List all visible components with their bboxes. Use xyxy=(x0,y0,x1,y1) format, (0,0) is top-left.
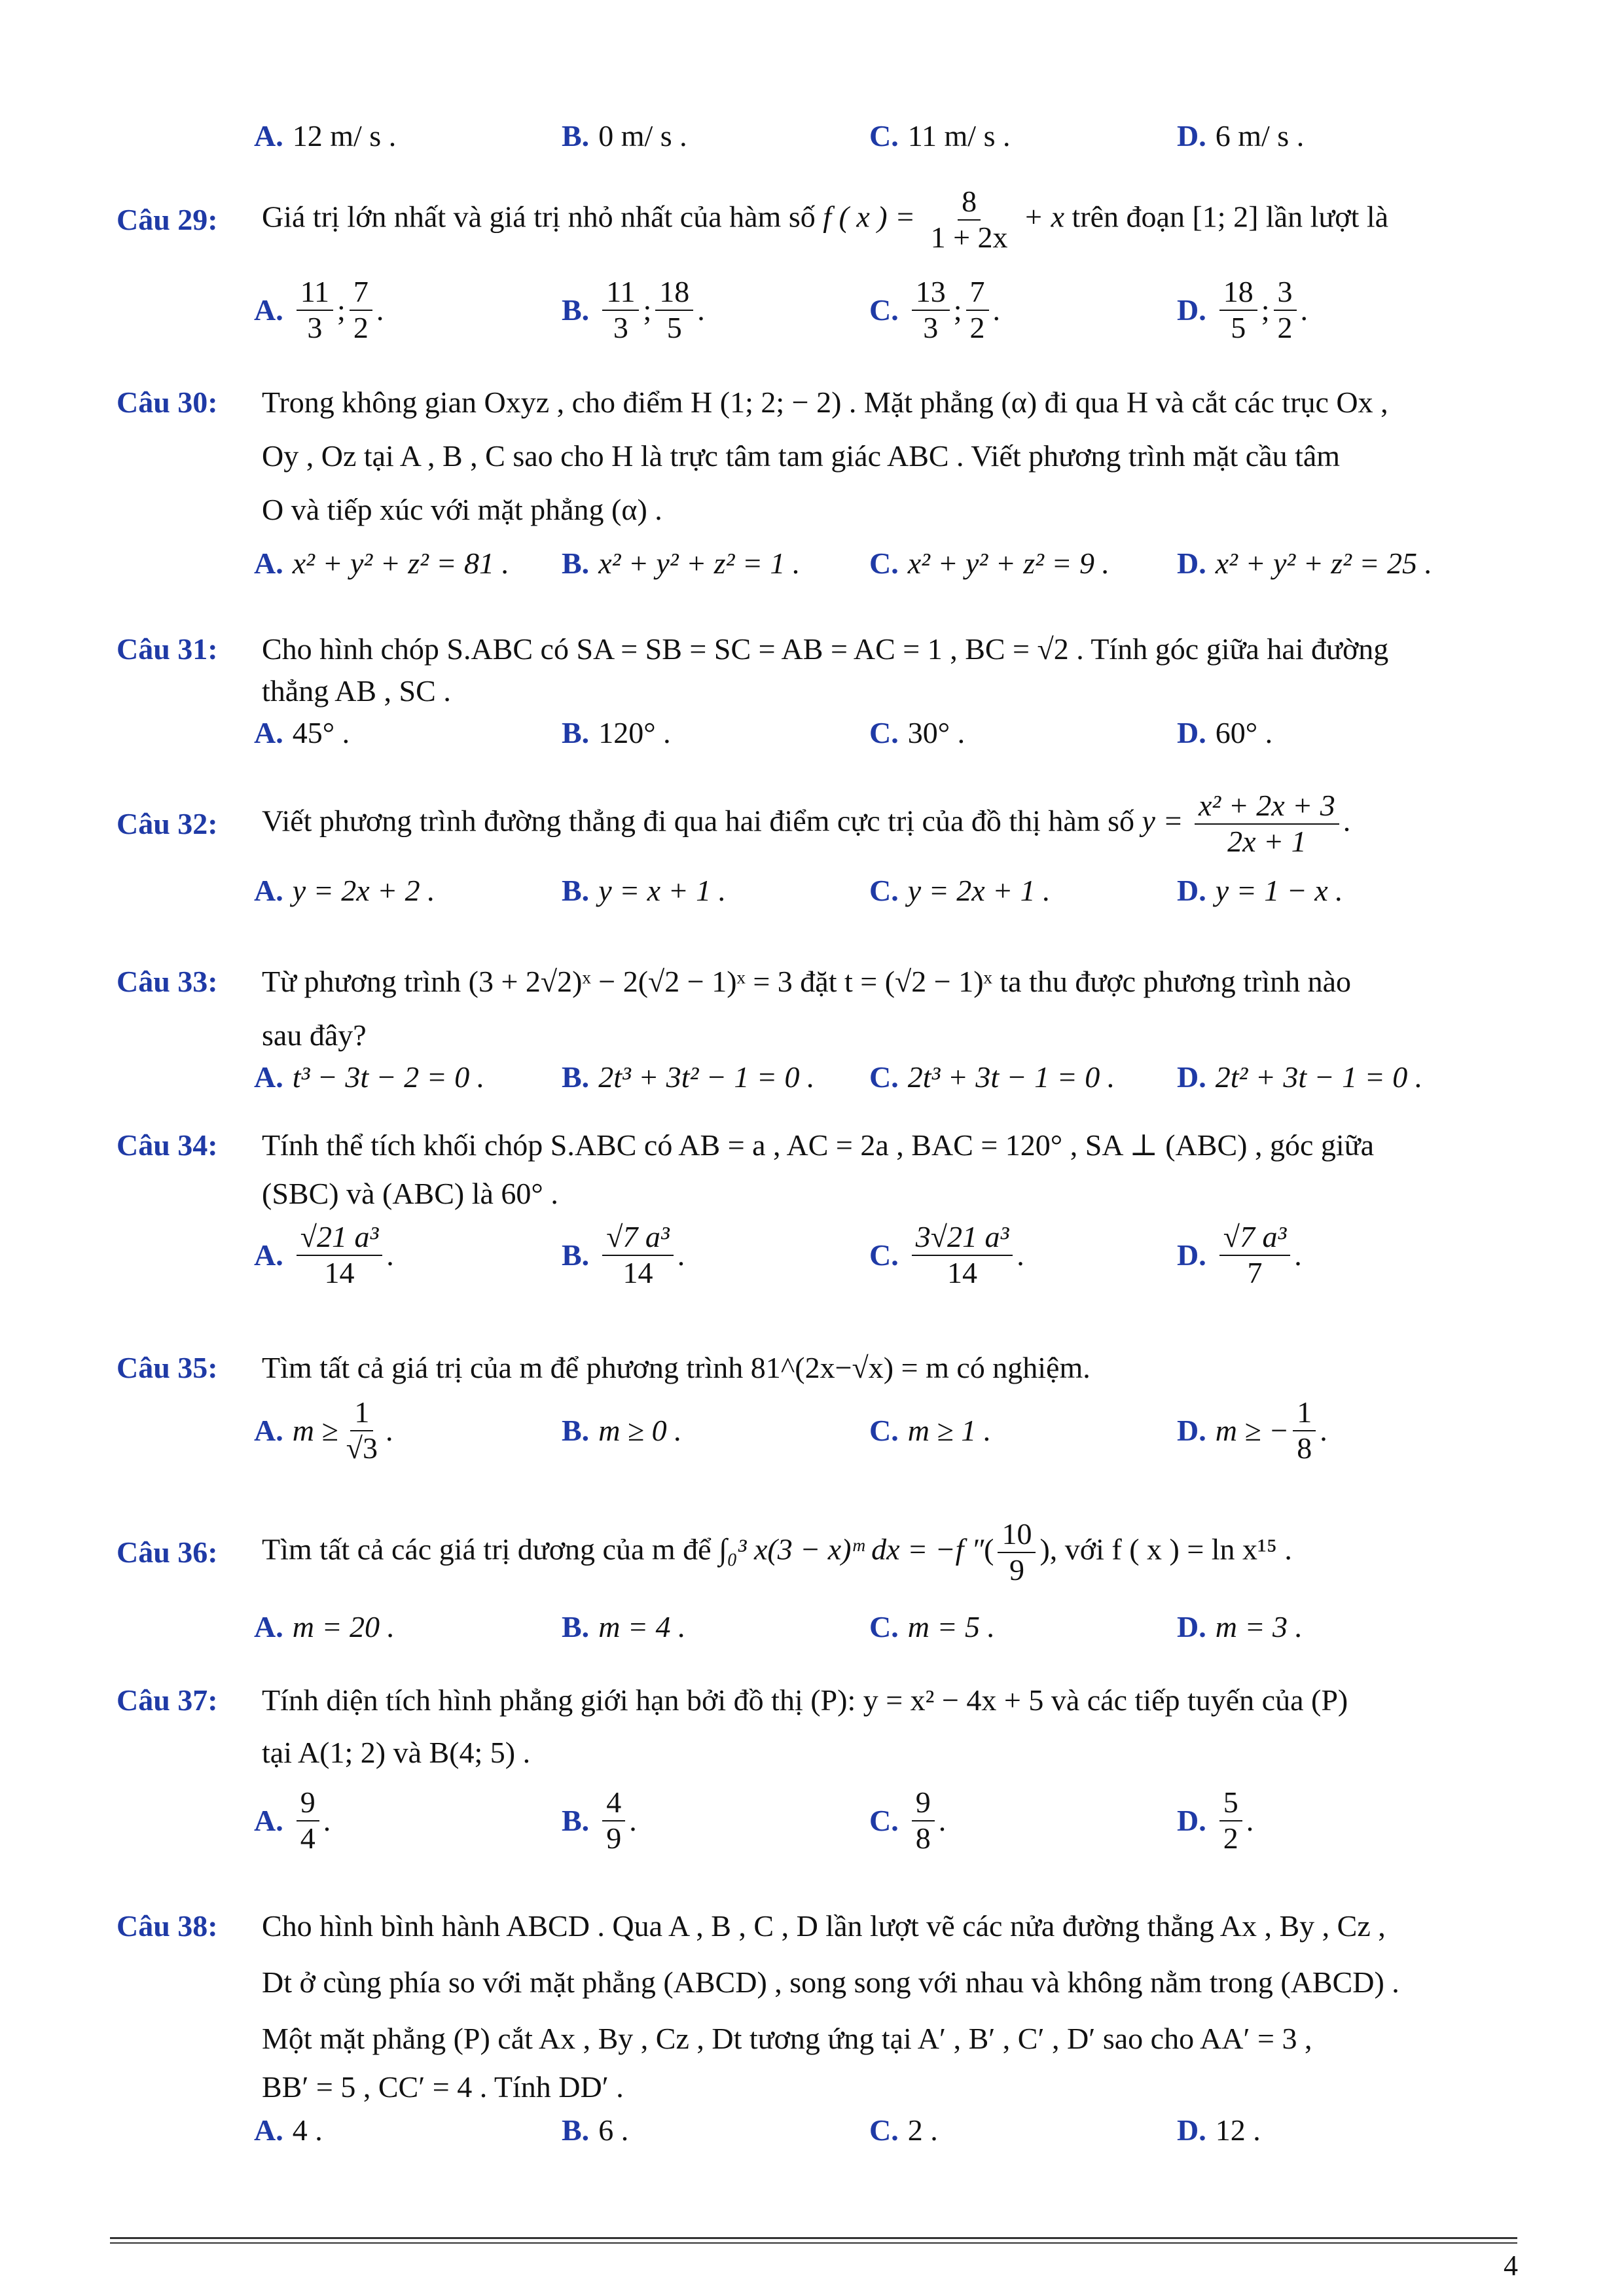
fraction xyxy=(297,1785,319,1856)
options-row xyxy=(254,1607,1524,1647)
option-d: D. $\frac{5}{2}$ . xyxy=(1177,1785,1254,1855)
option-text: y = 2x + 1 . xyxy=(907,873,1051,907)
option-text: 2t³ + 3t² − 1 = 0 . xyxy=(598,1060,815,1094)
question-text xyxy=(262,789,1524,859)
option-label: D. xyxy=(1177,716,1206,749)
fraction-denominator: 5 xyxy=(1231,310,1246,344)
fraction-numerator: 10 xyxy=(998,1517,1036,1553)
text-segment: Viết phương trình đường thẳng đi qua hai điểm cực trị của đồ thị hàm số xyxy=(262,804,1135,838)
question-36 xyxy=(117,1517,1524,1647)
option-text: 45° . xyxy=(292,716,350,749)
fraction xyxy=(602,1785,625,1856)
text-segment: . xyxy=(385,1413,393,1447)
question-32 xyxy=(117,789,1524,910)
option-text: 2t³ + 3t − 1 = 0 . xyxy=(907,1060,1115,1094)
option-label: D. xyxy=(1177,547,1206,580)
fraction-numerator: 11 xyxy=(297,275,333,311)
question-33 xyxy=(117,962,1524,1097)
option-text: m ≥ 0 . xyxy=(598,1413,682,1447)
question-number: Câu 33: xyxy=(117,965,218,998)
fraction-numerator: 1 xyxy=(350,1395,373,1431)
option-label: A. xyxy=(254,1413,283,1447)
option-text: 12 . xyxy=(1215,2113,1261,2147)
question-text: Trong không gian Oxyz , cho điểm H (1; 2; − 2) . Mặt phẳng (α) đi qua H và cắt các trục Ox , xyxy=(262,386,1388,419)
fraction xyxy=(1219,1785,1242,1856)
option-text: m = 5 . xyxy=(907,1609,995,1643)
option-label: D. xyxy=(1177,1803,1206,1837)
option-label: D. xyxy=(1177,873,1206,907)
text-segment: Tìm tất cả các giá trị dương của m để xyxy=(262,1532,712,1566)
fraction-denominator: 14 xyxy=(623,1255,653,1289)
fraction-denominator: 14 xyxy=(947,1255,977,1289)
question-34 xyxy=(117,1126,1524,1291)
option-a: A. $\frac{9}{4}$ . xyxy=(254,1785,331,1855)
question-text: Từ phương trình (3 + 2√2)ˣ − 2(√2 − 1)ˣ = 3 đặt t = (√2 − 1)ˣ ta thu được phương trình nào xyxy=(262,965,1352,998)
option-text: x² + y² + z² = 25 . xyxy=(1215,547,1432,580)
fraction-numerator: 13 xyxy=(912,275,950,311)
option-label: B. xyxy=(562,873,590,907)
option-label: A. xyxy=(254,1609,283,1643)
text-segment: . xyxy=(1017,1238,1024,1272)
fraction-numerator: 3√21 a³ xyxy=(912,1220,1013,1256)
question-header xyxy=(117,1348,1524,1388)
option-a xyxy=(254,117,562,156)
text-segment: . xyxy=(1320,1413,1327,1447)
option-a xyxy=(254,1395,562,1466)
options-row xyxy=(254,2111,1524,2150)
option-label: D. xyxy=(1177,293,1206,327)
option-b xyxy=(562,871,869,910)
option-a: A. $\frac{11}{3}$ ; $\frac{7}{2}$ . xyxy=(254,274,384,344)
option-b xyxy=(562,2111,869,2150)
option-text: 11 m/ s . xyxy=(907,119,1011,152)
option-text: 120° . xyxy=(598,716,671,749)
fraction-denominator: 2 xyxy=(353,310,369,344)
fraction xyxy=(1274,275,1297,346)
option-text: 60° . xyxy=(1215,716,1273,749)
fraction xyxy=(297,275,333,346)
option-label: B. xyxy=(562,1803,590,1837)
fraction-denominator: 3 xyxy=(307,310,323,344)
options-row xyxy=(254,1395,1524,1466)
page-number: 4 xyxy=(1504,2250,1518,2282)
question-header xyxy=(117,962,1524,1001)
option-a xyxy=(254,1607,562,1647)
option-c: C. $\frac{9}{8}$ . xyxy=(869,1785,947,1855)
question-number: Câu 32: xyxy=(117,806,218,840)
question-37 xyxy=(117,1681,1524,1856)
option-a xyxy=(254,1058,562,1097)
question-header xyxy=(117,789,1524,859)
options-row xyxy=(254,713,1524,753)
option-text: m ≥ 1 . xyxy=(907,1413,992,1447)
question-number: Câu 34: xyxy=(117,1128,218,1162)
option-label: D. xyxy=(1177,1609,1206,1643)
option-a xyxy=(254,713,562,753)
question-number: Câu 30: xyxy=(117,386,218,419)
fraction-denominator: 1 + 2x xyxy=(930,220,1008,254)
option-b xyxy=(562,1411,869,1450)
fraction xyxy=(998,1517,1036,1588)
option-text: m = 4 . xyxy=(598,1609,686,1643)
options-row xyxy=(254,1785,1524,1856)
fraction xyxy=(912,1785,935,1856)
option-label: C. xyxy=(869,293,899,327)
option-b xyxy=(562,1220,869,1291)
option-b xyxy=(562,544,869,583)
question-text-line: (SBC) và (ABC) là 60° . xyxy=(262,1177,558,1210)
option-text: t³ − 3t − 2 = 0 . xyxy=(292,1060,485,1094)
question-text-line: tại A(1; 2) và B(4; 5) . xyxy=(262,1736,531,1769)
fraction xyxy=(602,275,639,346)
option-text: m = 3 . xyxy=(1215,1609,1303,1643)
fraction-denominator: 2 xyxy=(1277,310,1293,344)
question-header xyxy=(117,1681,1524,1720)
option-label: A. xyxy=(254,1060,283,1094)
option-a xyxy=(254,1220,562,1291)
option-label: B. xyxy=(562,119,590,152)
option-label: B. xyxy=(562,547,590,580)
option-c xyxy=(869,2111,1177,2150)
fraction xyxy=(912,1220,1013,1291)
option-label: D. xyxy=(1177,1413,1206,1447)
option-label: A. xyxy=(254,1238,283,1272)
option-c xyxy=(869,871,1177,910)
option-d xyxy=(1177,1395,1485,1466)
fraction-denominator: 2 xyxy=(969,310,985,344)
option-b xyxy=(562,1058,869,1097)
question-text-line: thẳng AB , SC . xyxy=(262,674,451,708)
options-row xyxy=(254,544,1524,583)
option-label: D. xyxy=(1177,2113,1206,2147)
option-text: y = x + 1 . xyxy=(598,873,727,907)
option-label: D. xyxy=(1177,1238,1206,1272)
fraction xyxy=(602,1220,674,1291)
question-header xyxy=(117,630,1524,669)
option-label: A. xyxy=(254,293,283,327)
question-text-line: Một mặt phẳng (P) cắt Ax , By , Cz , Dt tương ứng tại A′ , B′ , C′ , D′ sao cho AA′ = 3 , xyxy=(262,2022,1312,2055)
option-text: m = 20 . xyxy=(292,1609,395,1643)
option-d xyxy=(1177,871,1485,910)
fraction-denominator: 9 xyxy=(1009,1552,1024,1587)
text-segment: trên đoạn [1; 2] lần lượt là xyxy=(1072,200,1389,234)
option-label: C. xyxy=(869,1609,899,1643)
fraction-numerator: 9 xyxy=(912,1785,935,1821)
option-a xyxy=(254,544,562,583)
option-d xyxy=(1177,1058,1485,1097)
question-35 xyxy=(117,1348,1524,1466)
question-text: Tìm tất cả giá trị của m để phương trình 81^(2x−√x) = m có nghiệm. xyxy=(262,1351,1091,1384)
option-c xyxy=(869,1607,1177,1647)
question-30 xyxy=(117,383,1524,583)
text-segment: , với f ( x ) = ln x¹⁵ . xyxy=(1049,1532,1292,1566)
option-text: 6 m/ s . xyxy=(1215,119,1305,152)
question-38 xyxy=(117,1907,1524,2150)
fraction-denominator: 7 xyxy=(1247,1255,1263,1289)
question-text: Cho hình bình hành ABCD . Qua A , B , C , D lần lượt vẽ các nửa đường thẳng Ax , By , Cz , xyxy=(262,1909,1386,1943)
formula: f ( x ) = xyxy=(823,200,916,234)
text-segment: . xyxy=(386,1238,394,1272)
option-c: C. $\frac{13}{3}$ ; $\frac{7}{2}$ . xyxy=(869,274,1001,344)
option-text: 0 m/ s . xyxy=(598,119,687,152)
fraction-denominator: 3 xyxy=(923,310,939,344)
top-options-block xyxy=(117,117,1524,156)
question-text-line: BB′ = 5 , CC′ = 4 . Tính DD′ . xyxy=(262,2070,624,2104)
formula: + x xyxy=(1023,200,1065,234)
options-row xyxy=(254,117,1524,156)
option-label: A. xyxy=(254,2113,283,2147)
fraction xyxy=(655,275,693,346)
option-c xyxy=(869,117,1177,156)
fraction-denominator: 8 xyxy=(915,1821,931,1855)
option-label: B. xyxy=(562,716,590,749)
question-text-line: Dt ở cùng phía so với mặt phẳng (ABCD) , song song với nhau và không nằm trong (ABCD) . xyxy=(262,1965,1399,1999)
option-text: 2t² + 3t − 1 = 0 . xyxy=(1215,1060,1423,1094)
options-row xyxy=(254,275,1524,346)
question-number: Câu 37: xyxy=(117,1683,218,1717)
fraction-numerator: 7 xyxy=(350,275,372,311)
fraction-numerator: 7 xyxy=(966,275,989,311)
footer-divider xyxy=(110,2242,1517,2244)
option-label: B. xyxy=(562,2113,590,2147)
fraction xyxy=(1293,1395,1316,1466)
option-text: y = 1 − x . xyxy=(1215,873,1343,907)
fraction-numerator: x² + 2x + 3 xyxy=(1195,789,1339,825)
option-label: D. xyxy=(1177,119,1206,152)
formula: y = xyxy=(1142,804,1183,838)
question-29 xyxy=(117,185,1524,346)
option-label: B. xyxy=(562,1609,590,1643)
option-d: D. $\frac{18}{5}$ ; $\frac{3}{2}$ . xyxy=(1177,274,1308,344)
fraction-denominator: 2x + 1 xyxy=(1227,824,1307,858)
option-d xyxy=(1177,117,1485,156)
option-text: x² + y² + z² = 1 . xyxy=(598,547,801,580)
fraction-numerator: √7 a³ xyxy=(1219,1220,1291,1256)
option-b xyxy=(562,117,869,156)
question-31 xyxy=(117,630,1524,753)
question-header xyxy=(117,1126,1524,1165)
option-c xyxy=(869,713,1177,753)
fraction xyxy=(297,1220,383,1291)
question-text: Tính thể tích khối chóp S.ABC có AB = a , AC = 2a , BAC = 120° , SA ⊥ (ABC) , góc giữa xyxy=(262,1128,1374,1162)
fraction-numerator: √21 a³ xyxy=(297,1220,383,1256)
fraction-denominator: √3 xyxy=(346,1431,378,1465)
option-text: x² + y² + z² = 81 . xyxy=(292,547,509,580)
formula: ∫₀³ x(3 − x)ᵐ dx = −f ″ xyxy=(719,1532,984,1566)
text-segment: . xyxy=(1343,804,1351,838)
fraction-denominator: 5 xyxy=(666,310,682,344)
fraction xyxy=(927,185,1012,255)
question-text: Tìm tất cả các giá trị dương của m để ∫₀³ x(3 − x)ᵐ dx = −f ″( $\frac{10}{9}$ ), với f ( x ) = ln x¹⁵ . xyxy=(262,1517,1292,1587)
option-text: 6 . xyxy=(598,2113,629,2147)
option-label: C. xyxy=(869,1238,899,1272)
option-label: A. xyxy=(254,547,283,580)
fraction-numerator: 9 xyxy=(297,1785,319,1821)
option-text: 30° . xyxy=(907,716,965,749)
option-c xyxy=(869,1058,1177,1097)
question-number: Câu 35: xyxy=(117,1351,218,1384)
fraction-denominator: 4 xyxy=(300,1821,316,1855)
option-label: C. xyxy=(869,1060,899,1094)
option-label: C. xyxy=(869,2113,899,2147)
option-a xyxy=(254,871,562,910)
question-text: Cho hình chóp S.ABC có SA = SB = SC = AB = AC = 1 , BC = √2 . Tính góc giữa hai đường xyxy=(262,632,1389,666)
question-number: Câu 29: xyxy=(117,202,218,236)
option-label: B. xyxy=(562,1413,590,1447)
fraction-numerator: 4 xyxy=(602,1785,625,1821)
option-c xyxy=(869,1220,1177,1291)
option-d xyxy=(1177,713,1485,753)
option-d xyxy=(1177,1220,1485,1291)
question-text xyxy=(262,185,1524,255)
fraction-numerator: 11 xyxy=(602,275,639,311)
option-text: y = 2x + 2 . xyxy=(292,873,435,907)
option-label: B. xyxy=(562,1060,590,1094)
option-label: A. xyxy=(254,1803,283,1837)
fraction xyxy=(966,275,989,346)
question-text-line: Oy , Oz tại A , B , C sao cho H là trực tâm tam giác ABC . Viết phương trình mặt cầu tâm xyxy=(262,439,1341,473)
option-text: 12 m/ s . xyxy=(292,119,397,152)
question-header xyxy=(117,383,1524,422)
fraction-denominator: 2 xyxy=(1223,1821,1238,1855)
fraction-denominator: 3 xyxy=(613,310,628,344)
fraction-denominator: 9 xyxy=(606,1821,622,1855)
fraction-numerator: 1 xyxy=(1293,1395,1316,1431)
fraction xyxy=(912,275,950,346)
option-a xyxy=(254,2111,562,2150)
formula: m ≥ xyxy=(292,1413,338,1447)
fraction xyxy=(1195,789,1339,859)
option-d xyxy=(1177,1607,1485,1647)
question-header xyxy=(117,185,1524,255)
option-label: A. xyxy=(254,873,283,907)
fraction xyxy=(350,275,372,346)
question-number: Câu 38: xyxy=(117,1909,218,1943)
footer-divider xyxy=(110,2237,1517,2239)
option-label: D. xyxy=(1177,1060,1206,1094)
question-text-line: O và tiếp xúc với mặt phẳng (α) . xyxy=(262,493,662,526)
question-header xyxy=(117,1517,1524,1588)
text-segment: Giá trị lớn nhất và giá trị nhỏ nhất của hàm số xyxy=(262,200,816,234)
fraction-denominator: 8 xyxy=(1297,1431,1312,1465)
option-b xyxy=(562,1607,869,1647)
question-text-line: sau đây? xyxy=(262,1018,367,1052)
option-b: B. $\frac{4}{9}$ . xyxy=(562,1785,637,1855)
option-text: x² + y² + z² = 9 . xyxy=(907,547,1110,580)
option-label: A. xyxy=(254,119,283,152)
formula: m ≥ − xyxy=(1215,1413,1290,1447)
option-c xyxy=(869,544,1177,583)
option-c xyxy=(869,1411,1177,1450)
fraction-numerator: 8 xyxy=(958,185,981,221)
option-label: C. xyxy=(869,119,899,152)
text-segment: . xyxy=(677,1238,685,1272)
options-row xyxy=(254,1220,1524,1291)
fraction xyxy=(1219,275,1257,346)
option-label: C. xyxy=(869,873,899,907)
option-label: A. xyxy=(254,716,283,749)
option-label: B. xyxy=(562,293,590,327)
question-header xyxy=(117,1907,1524,1946)
option-d xyxy=(1177,2111,1485,2150)
option-d xyxy=(1177,544,1485,583)
fraction-denominator: 14 xyxy=(324,1255,355,1289)
fraction-numerator: 18 xyxy=(1219,275,1257,311)
option-text: 4 . xyxy=(292,2113,323,2147)
options-row xyxy=(254,1058,1524,1097)
fraction-numerator: 5 xyxy=(1219,1785,1242,1821)
option-text: 2 . xyxy=(907,2113,938,2147)
fraction xyxy=(342,1395,382,1466)
options-row xyxy=(254,871,1524,910)
question-number: Câu 36: xyxy=(117,1535,218,1569)
option-label: C. xyxy=(869,547,899,580)
fraction-numerator: 18 xyxy=(655,275,693,311)
option-label: C. xyxy=(869,1413,899,1447)
fraction-numerator: √7 a³ xyxy=(602,1220,674,1256)
option-b xyxy=(562,713,869,753)
text-segment: . xyxy=(1294,1238,1302,1272)
question-number: Câu 31: xyxy=(117,632,218,666)
fraction xyxy=(1219,1220,1291,1291)
fraction-numerator: 3 xyxy=(1274,275,1297,311)
option-label: C. xyxy=(869,1803,899,1837)
option-label: C. xyxy=(869,716,899,749)
question-text: Tính diện tích hình phẳng giới hạn bởi đồ thị (P): y = x² − 4x + 5 và các tiếp tuyến của (P) xyxy=(262,1683,1348,1717)
option-label: B. xyxy=(562,1238,590,1272)
option-b: B. $\frac{11}{3}$ ; $\frac{18}{5}$ . xyxy=(562,274,705,344)
